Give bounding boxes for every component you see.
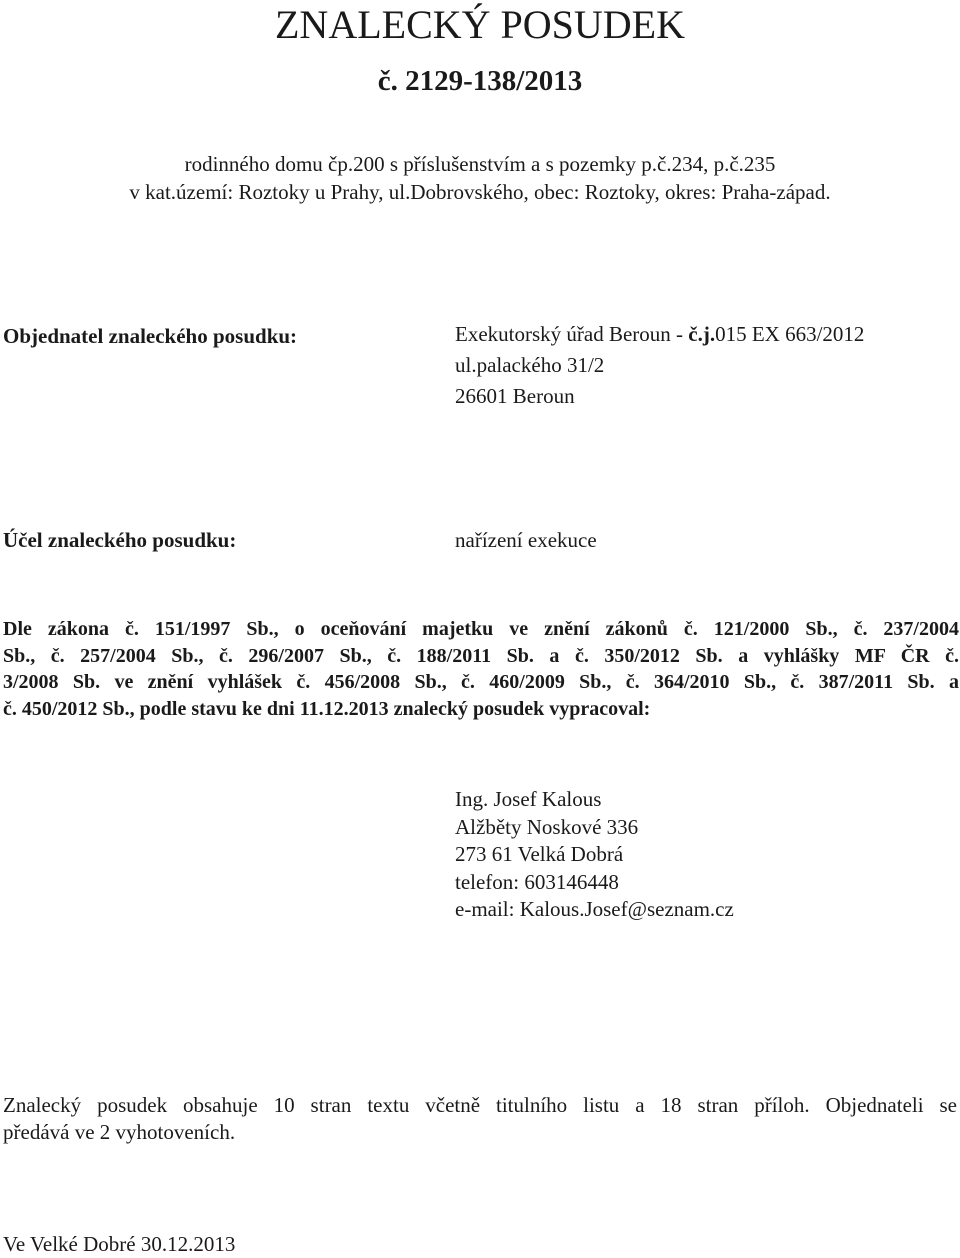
legal-basis-line-2: Sb., č. 257/2004 Sb., č. 296/2007 Sb., č. 188/2011 Sb. a č. 350/2012 Sb. a vyhlášky MF ČR č.: [3, 644, 959, 667]
client-ref-prefix: č.j.: [688, 322, 716, 346]
subject-block: [0, 150, 960, 206]
client-city: 26601 Beroun: [455, 384, 575, 408]
legal-basis-line-4: č. 450/2012 Sb., podle stavu ke dni 11.12.2013 znalecký posudek vypracoval:: [3, 697, 651, 720]
document-extent-note: [3, 1092, 957, 1146]
client-label: Objednatel znaleckého posudku:: [3, 324, 298, 348]
client-street: ul.palackého 31/2: [455, 353, 605, 377]
client-office: Exekutorský úřad Beroun -: [455, 322, 689, 346]
subject-line-1: rodinného domu čp.200 s příslušenstvím a s pozemky p.č.234, p.č.235: [184, 152, 776, 176]
place-and-date: Ve Velké Dobré 30.12.2013: [3, 1232, 236, 1256]
document-number: č. 2129-138/2013: [377, 65, 583, 97]
extent-line-1: Znalecký posudek obsahuje 10 stran textu včetně titulního listu a 18 stran příloh. Objednateli se: [3, 1093, 957, 1117]
expert-street: Alžběty Noskové 336: [455, 814, 639, 839]
expert-contact-block: [455, 786, 734, 924]
client-line-1: [455, 319, 864, 350]
subject-line-2: v kat.území: Roztoky u Prahy, ul.Dobrovského, obec: Roztoky, okres: Praha-západ.: [129, 180, 831, 204]
document-title: ZNALECKÝ POSUDEK: [275, 2, 685, 47]
expert-name: Ing. Josef Kalous: [455, 787, 602, 811]
legal-basis-line-1: Dle zákona č. 151/1997 Sb., o oceňování majetku ve znění zákonů č. 121/2000 Sb., č. 237/2004: [3, 618, 959, 640]
client-ref-number: 015 EX 663/2012: [715, 322, 865, 346]
purpose-value: nařízení exekuce: [455, 528, 597, 552]
legal-basis-line-3: 3/2008 Sb. ve znění vyhlášek č. 456/2008 Sb., č. 460/2009 Sb., č. 364/2010 Sb., č. 387/2011 Sb. a: [3, 671, 959, 694]
expert-city: 273 61 Velká Dobrá: [455, 842, 624, 867]
extent-line-2: předává ve 2 vyhotoveních.: [3, 1120, 236, 1144]
legal-basis-paragraph: [3, 616, 959, 722]
expert-email: e-mail: Kalous.Josef@seznam.cz: [455, 897, 734, 922]
purpose-label: Účel znaleckého posudku:: [3, 528, 237, 552]
client-block: [455, 319, 864, 412]
expert-phone: telefon: 603146448: [455, 869, 619, 894]
